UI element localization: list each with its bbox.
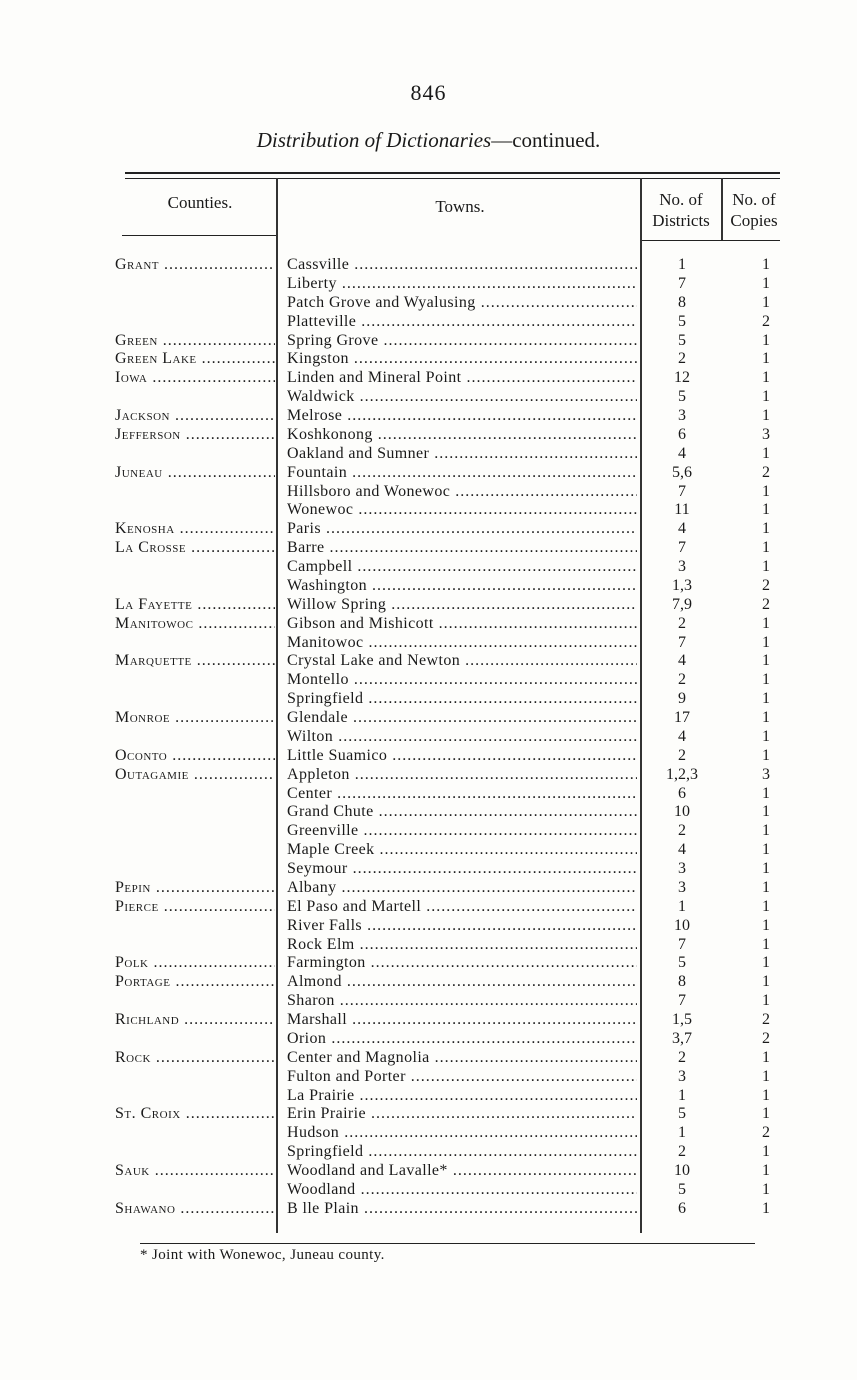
town-cell: Rock Elm ..... bbox=[287, 936, 637, 955]
county-cell: Pepin ..... bbox=[115, 879, 275, 898]
copies-cell: 1 bbox=[762, 935, 770, 953]
districts-cell: 3 bbox=[678, 407, 686, 424]
town-cell: Marshall ..... bbox=[287, 1011, 637, 1030]
districts-cell: 1 bbox=[678, 256, 686, 273]
table-row bbox=[0, 841, 857, 860]
copies-cell: 1 bbox=[762, 1143, 770, 1161]
table-row bbox=[0, 596, 857, 615]
table-row bbox=[0, 313, 857, 332]
districts-cell: 5 bbox=[678, 954, 686, 972]
town-cell: Fountain ..... bbox=[287, 464, 637, 483]
copies-cell: 1 bbox=[762, 690, 770, 708]
header-rule-counties bbox=[122, 235, 276, 236]
copies-cell: 1 bbox=[762, 803, 770, 821]
town-cell: Woodland ..... bbox=[287, 1181, 637, 1200]
county-cell: Iowa ..... bbox=[115, 369, 275, 388]
town-cell: Seymour ..... bbox=[287, 860, 637, 879]
districts-cell: 2 bbox=[678, 1143, 686, 1161]
districts-cell: 10 bbox=[674, 916, 690, 934]
districts-cell: 1,2,3 bbox=[666, 765, 698, 783]
town-cell: Orion ..... bbox=[287, 1030, 637, 1049]
town-cell: Woodland and Lavalle* ..... bbox=[287, 1162, 637, 1181]
copies-cell: 1 bbox=[762, 860, 770, 877]
districts-cell: 4 bbox=[678, 520, 686, 538]
districts-cell: 2 bbox=[678, 822, 686, 840]
table-row bbox=[0, 332, 857, 351]
county-cell: La Crosse ..... bbox=[115, 539, 275, 558]
header-towns: Towns. bbox=[435, 197, 485, 216]
copies-cell: 1 bbox=[762, 388, 770, 406]
districts-cell: 6 bbox=[678, 784, 686, 802]
table-row bbox=[0, 350, 857, 369]
districts-cell: 1,5 bbox=[672, 1011, 692, 1028]
districts-cell: 7 bbox=[678, 274, 686, 292]
table-row bbox=[0, 1105, 857, 1124]
top-rule-thick bbox=[125, 172, 780, 174]
copies-cell: 1 bbox=[762, 274, 770, 292]
town-cell: Spring Grove ..... bbox=[287, 332, 637, 351]
table-row bbox=[0, 407, 857, 426]
town-cell: Hillsboro and Wonewoc ..... bbox=[287, 483, 637, 502]
town-cell: Appleton ..... bbox=[287, 766, 637, 785]
county-cell: Marquette ..... bbox=[115, 652, 275, 671]
table-row bbox=[0, 709, 857, 728]
county-cell: Pierce ..... bbox=[115, 898, 275, 917]
table-row bbox=[0, 1011, 857, 1030]
table-row bbox=[0, 747, 857, 766]
districts-cell: 1,3 bbox=[672, 576, 692, 594]
table-row bbox=[0, 445, 857, 464]
footnote: * Joint with Wonewoc, Juneau county. bbox=[140, 1247, 385, 1263]
town-cell: El Paso and Martell ..... bbox=[287, 898, 637, 917]
title-italic: Distribution of Dictionaries bbox=[256, 128, 492, 152]
districts-cell: 7,9 bbox=[672, 595, 692, 613]
table-row bbox=[0, 464, 857, 483]
page-number: 846 bbox=[410, 80, 447, 105]
table-row bbox=[0, 1124, 857, 1143]
copies-cell: 1 bbox=[762, 709, 770, 726]
town-cell: Erin Prairie ..... bbox=[287, 1105, 637, 1124]
county-cell: Jackson ..... bbox=[115, 407, 275, 426]
copies-cell: 1 bbox=[762, 482, 770, 500]
districts-cell: 2 bbox=[678, 614, 686, 632]
copies-cell: 1 bbox=[762, 746, 770, 764]
districts-cell: 3 bbox=[678, 1067, 686, 1085]
districts-cell: 7 bbox=[678, 935, 686, 953]
town-cell: Grand Chute ..... bbox=[287, 803, 637, 822]
table-row bbox=[0, 992, 857, 1011]
table-row bbox=[0, 652, 857, 671]
copies-cell: 1 bbox=[762, 1105, 770, 1123]
table-row bbox=[0, 936, 857, 955]
county-cell: La Fayette ..... bbox=[115, 596, 275, 615]
copies-cell: 1 bbox=[762, 841, 770, 859]
town-cell: Springfield ..... bbox=[287, 1143, 637, 1162]
copies-cell: 1 bbox=[762, 1162, 770, 1179]
town-cell: La Prairie ..... bbox=[287, 1087, 637, 1106]
copies-cell: 1 bbox=[762, 1067, 770, 1085]
districts-cell: 7 bbox=[678, 482, 686, 500]
districts-cell: 11 bbox=[674, 501, 690, 519]
districts-cell: 5 bbox=[678, 1180, 686, 1198]
title-rest: —continued. bbox=[491, 128, 601, 152]
districts-cell: 5 bbox=[678, 1105, 686, 1123]
table-row bbox=[0, 766, 857, 785]
copies-cell: 1 bbox=[762, 1086, 770, 1104]
table-row bbox=[0, 954, 857, 973]
districts-cell: 17 bbox=[674, 709, 690, 726]
county-cell: Richland ..... bbox=[115, 1011, 275, 1030]
county-cell: Polk ..... bbox=[115, 954, 275, 973]
copies-cell: 1 bbox=[762, 784, 770, 802]
table-row bbox=[0, 634, 857, 653]
header-districts bbox=[641, 189, 721, 231]
districts-cell: 1 bbox=[678, 1124, 686, 1142]
districts-cell: 6 bbox=[678, 425, 686, 443]
header-counties: Counties. bbox=[167, 193, 233, 212]
table-row bbox=[0, 294, 857, 313]
copies-cell: 1 bbox=[762, 444, 770, 462]
copies-cell: 2 bbox=[762, 1124, 770, 1142]
table-row bbox=[0, 520, 857, 539]
districts-cell: 3,7 bbox=[672, 1029, 692, 1047]
town-cell: Maple Creek ..... bbox=[287, 841, 637, 860]
header-districts-line1: No. of bbox=[659, 190, 703, 209]
table-row bbox=[0, 539, 857, 558]
table-row bbox=[0, 879, 857, 898]
bottom-rule bbox=[140, 1243, 755, 1244]
table-row bbox=[0, 898, 857, 917]
town-cell: Center and Magnolia ..... bbox=[287, 1049, 637, 1068]
table-row bbox=[0, 388, 857, 407]
table-row bbox=[0, 369, 857, 388]
table-row bbox=[0, 803, 857, 822]
county-cell: Portage ..... bbox=[115, 973, 275, 992]
county-cell: Rock ..... bbox=[115, 1049, 275, 1068]
town-cell: Hudson ..... bbox=[287, 1124, 637, 1143]
county-cell: Jefferson ..... bbox=[115, 426, 275, 445]
districts-cell: 5,6 bbox=[672, 463, 692, 481]
town-cell: Crystal Lake and Newton ..... bbox=[287, 652, 637, 671]
county-cell: Green ..... bbox=[115, 332, 275, 351]
county-cell: Shawano ..... bbox=[115, 1200, 275, 1219]
copies-cell: 1 bbox=[762, 520, 770, 538]
divider-districts-copies bbox=[721, 178, 723, 240]
town-cell: Oakland and Sumner ..... bbox=[287, 445, 637, 464]
copies-cell: 1 bbox=[762, 1180, 770, 1198]
copies-cell: 1 bbox=[762, 256, 770, 273]
districts-cell: 2 bbox=[678, 746, 686, 764]
table-row bbox=[0, 1162, 857, 1181]
copies-cell: 3 bbox=[762, 765, 770, 783]
county-cell: Green Lake ..... bbox=[115, 350, 275, 369]
table-row bbox=[0, 1068, 857, 1087]
table-row bbox=[0, 1049, 857, 1068]
town-cell: Paris ..... bbox=[287, 520, 637, 539]
districts-cell: 1 bbox=[678, 1086, 686, 1104]
copies-cell: 1 bbox=[762, 1048, 770, 1066]
town-cell: Liberty ..... bbox=[287, 275, 637, 294]
county-cell: Outagamie ..... bbox=[115, 766, 275, 785]
town-cell: Barre ..... bbox=[287, 539, 637, 558]
town-cell: Willow Spring ..... bbox=[287, 596, 637, 615]
districts-cell: 5 bbox=[678, 331, 686, 349]
county-cell: Sauk ..... bbox=[115, 1162, 275, 1181]
county-cell: Monroe ..... bbox=[115, 709, 275, 728]
districts-cell: 4 bbox=[678, 444, 686, 462]
districts-cell: 3 bbox=[678, 860, 686, 877]
table-row bbox=[0, 822, 857, 841]
copies-cell: 1 bbox=[762, 350, 770, 368]
districts-cell: 4 bbox=[678, 727, 686, 745]
table-row bbox=[0, 501, 857, 520]
copies-cell: 1 bbox=[762, 558, 770, 575]
town-cell: River Falls ..... bbox=[287, 917, 637, 936]
copies-cell: 1 bbox=[762, 992, 770, 1010]
copies-cell: 1 bbox=[762, 633, 770, 651]
copies-cell: 1 bbox=[762, 407, 770, 424]
county-cell: Oconto ..... bbox=[115, 747, 275, 766]
county-cell: Kenosha ..... bbox=[115, 520, 275, 539]
districts-cell: 10 bbox=[674, 1162, 690, 1179]
copies-cell: 1 bbox=[762, 501, 770, 519]
town-cell: Patch Grove and Wyalusing ..... bbox=[287, 294, 637, 313]
town-cell: Kingston ..... bbox=[287, 350, 637, 369]
header-copies-line2: Copies bbox=[730, 211, 778, 230]
copies-cell: 2 bbox=[762, 1011, 770, 1028]
copies-cell: 1 bbox=[762, 539, 770, 557]
table-row bbox=[0, 256, 857, 275]
copies-cell: 1 bbox=[762, 1199, 770, 1217]
header-copies-line1: No. of bbox=[732, 190, 776, 209]
districts-cell: 6 bbox=[678, 1199, 686, 1217]
town-cell: B lle Plain ..... bbox=[287, 1200, 637, 1219]
town-cell: Platteville ..... bbox=[287, 313, 637, 332]
copies-cell: 2 bbox=[762, 1029, 770, 1047]
town-cell: Melrose ..... bbox=[287, 407, 637, 426]
town-cell: Washington ..... bbox=[287, 577, 637, 596]
districts-cell: 8 bbox=[678, 293, 686, 311]
table-row bbox=[0, 917, 857, 936]
table-row bbox=[0, 558, 857, 577]
header-copies bbox=[722, 189, 786, 231]
districts-cell: 4 bbox=[678, 841, 686, 859]
town-cell: Almond ..... bbox=[287, 973, 637, 992]
county-cell: Grant ..... bbox=[115, 256, 275, 275]
town-cell: Gibson and Mishicott ..... bbox=[287, 615, 637, 634]
table-row bbox=[0, 690, 857, 709]
table-row bbox=[0, 860, 857, 879]
town-cell: Glendale ..... bbox=[287, 709, 637, 728]
copies-cell: 1 bbox=[762, 897, 770, 915]
table-row bbox=[0, 1200, 857, 1219]
county-cell: St. Croix ..... bbox=[115, 1105, 275, 1124]
town-cell: Campbell ..... bbox=[287, 558, 637, 577]
copies-cell: 1 bbox=[762, 293, 770, 311]
town-cell: Greenville ..... bbox=[287, 822, 637, 841]
table-row bbox=[0, 615, 857, 634]
county-cell: Manitowoc ..... bbox=[115, 615, 275, 634]
copies-cell: 2 bbox=[762, 463, 770, 481]
town-cell: Waldwick ..... bbox=[287, 388, 637, 407]
header-rule-numbers bbox=[641, 240, 780, 241]
districts-cell: 7 bbox=[678, 992, 686, 1010]
districts-cell: 7 bbox=[678, 539, 686, 557]
town-cell: Montello ..... bbox=[287, 671, 637, 690]
town-cell: Albany ..... bbox=[287, 879, 637, 898]
districts-cell: 5 bbox=[678, 312, 686, 330]
town-cell: Springfield ..... bbox=[287, 690, 637, 709]
town-cell: Koshkonong ..... bbox=[287, 426, 637, 445]
copies-cell: 1 bbox=[762, 331, 770, 349]
town-cell: Fulton and Porter ..... bbox=[287, 1068, 637, 1087]
table-row bbox=[0, 275, 857, 294]
table-body bbox=[0, 256, 857, 1219]
districts-cell: 9 bbox=[678, 690, 686, 708]
table-row bbox=[0, 1181, 857, 1200]
districts-cell: 2 bbox=[678, 671, 686, 689]
table-row bbox=[0, 577, 857, 596]
county-cell: Juneau ..... bbox=[115, 464, 275, 483]
town-cell: Farmington ..... bbox=[287, 954, 637, 973]
copies-cell: 1 bbox=[762, 822, 770, 840]
town-cell: Center ..... bbox=[287, 785, 637, 804]
copies-cell: 2 bbox=[762, 595, 770, 613]
copies-cell: 1 bbox=[762, 671, 770, 689]
town-cell: Manitowoc ..... bbox=[287, 634, 637, 653]
copies-cell: 1 bbox=[762, 614, 770, 632]
districts-cell: 1 bbox=[678, 897, 686, 915]
town-cell: Wilton ..... bbox=[287, 728, 637, 747]
copies-cell: 1 bbox=[762, 369, 770, 387]
town-cell: Sharon ..... bbox=[287, 992, 637, 1011]
table-row bbox=[0, 483, 857, 502]
copies-cell: 2 bbox=[762, 312, 770, 330]
districts-cell: 12 bbox=[674, 369, 690, 387]
districts-cell: 7 bbox=[678, 633, 686, 651]
copies-cell: 1 bbox=[762, 973, 770, 991]
copies-cell: 2 bbox=[762, 576, 770, 594]
town-cell: Cassville ..... bbox=[287, 256, 637, 275]
page-title bbox=[0, 128, 857, 153]
table-row bbox=[0, 1087, 857, 1106]
town-cell: Linden and Mineral Point ..... bbox=[287, 369, 637, 388]
districts-cell: 4 bbox=[678, 652, 686, 670]
copies-cell: 1 bbox=[762, 652, 770, 670]
districts-cell: 8 bbox=[678, 973, 686, 991]
table-row bbox=[0, 973, 857, 992]
town-cell: Little Suamico ..... bbox=[287, 747, 637, 766]
districts-cell: 3 bbox=[678, 558, 686, 575]
districts-cell: 2 bbox=[678, 1048, 686, 1066]
table-row bbox=[0, 671, 857, 690]
copies-cell: 3 bbox=[762, 425, 770, 443]
copies-cell: 1 bbox=[762, 878, 770, 896]
copies-cell: 1 bbox=[762, 727, 770, 745]
table-row bbox=[0, 728, 857, 747]
districts-cell: 3 bbox=[678, 878, 686, 896]
districts-cell: 2 bbox=[678, 350, 686, 368]
districts-cell: 10 bbox=[674, 803, 690, 821]
table-row bbox=[0, 1143, 857, 1162]
header-districts-line2: Districts bbox=[652, 211, 710, 230]
town-cell: Wonewoc ..... bbox=[287, 501, 637, 520]
table-row bbox=[0, 1030, 857, 1049]
copies-cell: 1 bbox=[762, 954, 770, 972]
table-row bbox=[0, 426, 857, 445]
top-rule-thin bbox=[125, 178, 780, 179]
copies-cell: 1 bbox=[762, 916, 770, 934]
districts-cell: 5 bbox=[678, 388, 686, 406]
table-row bbox=[0, 785, 857, 804]
